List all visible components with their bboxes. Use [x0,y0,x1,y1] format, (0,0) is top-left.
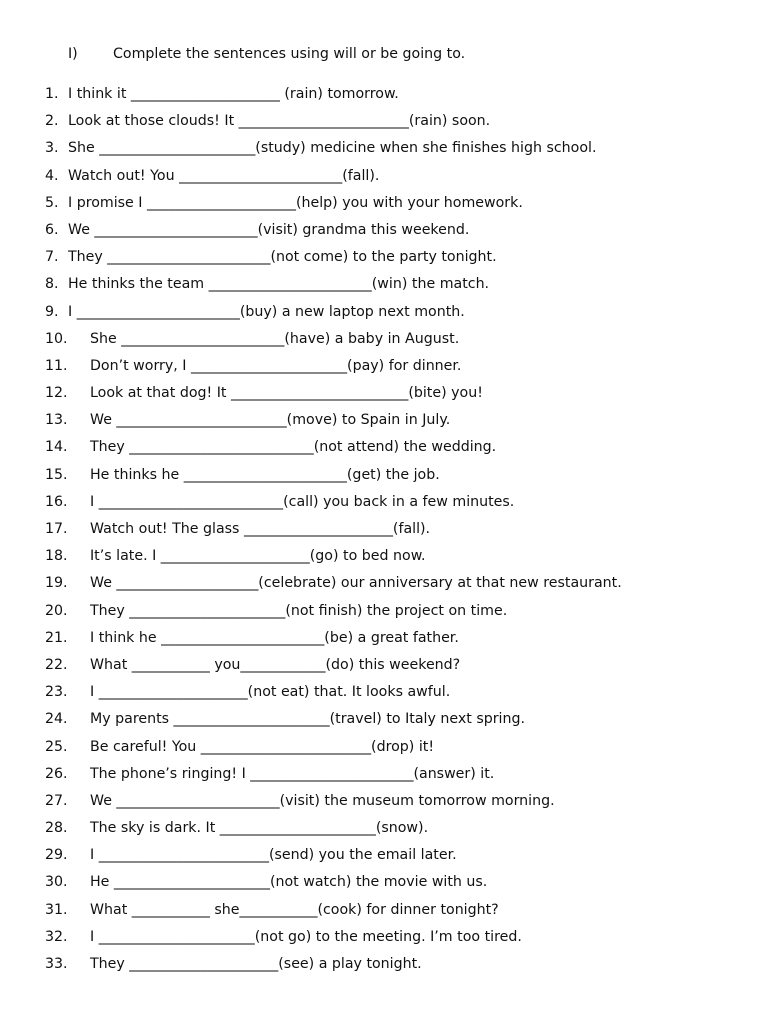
item-number: 7. [45,249,59,266]
item-number: 22. [45,656,68,673]
list-item [0,382,768,409]
item-number: 8. [45,276,59,293]
item-sentence: Look at that dog! It _________________________(bite) you! [90,385,483,402]
item-sentence: I __________________________(call) you back in a few minutes. [90,493,515,510]
item-sentence: They ______________________(not finish) the project on time. [90,602,508,619]
item-number: 4. [45,167,59,184]
item-number: 29. [45,847,68,864]
item-number: 5. [45,194,59,211]
item-number: 10. [45,330,68,347]
item-number: 30. [45,874,68,891]
list-item [0,436,768,463]
list-item [0,409,768,436]
item-number: 1. [45,86,59,102]
item-sentence: He thinks the team _______________________(win) the match. [68,276,490,293]
list-item [0,246,768,273]
list-item [0,301,768,328]
item-sentence: My parents ______________________(travel) to Italy next spring. [90,711,526,728]
item-sentence: They __________________________(not attend) the wedding. [90,439,497,456]
item-number: 13. [45,412,68,429]
list-item [0,654,768,681]
exercise-number: I) [68,46,78,62]
list-item [0,328,768,355]
item-number: 6. [45,221,59,238]
item-sentence: I _____________________(not eat) that. It looks awful. [90,684,451,701]
item-sentence: Look at those clouds! It ________________________(rain) soon. [68,113,491,130]
item-number: 2. [45,113,59,130]
item-sentence: I ________________________(send) you the email later. [90,847,457,864]
item-sentence: What ___________ you____________(do) this weekend? [90,656,461,673]
item-sentence: The phone’s ringing! I _______________________(answer) it. [90,765,495,782]
list-item [0,953,768,980]
list-item [0,708,768,735]
item-sentence: I think he _______________________(be) a great father. [90,629,459,646]
item-sentence: What ___________ she___________(cook) for dinner tonight? [90,901,499,918]
list-item [0,83,768,110]
list-item [0,790,768,817]
item-number: 31. [45,901,68,918]
list-item [0,518,768,545]
item-sentence: He ______________________(not watch) the movie with us. [90,874,488,891]
item-number: 33. [45,956,68,972]
exercise-instruction: Complete the sentences using will or be going to. [113,46,466,62]
list-item [0,137,768,164]
item-number: 11. [45,357,68,374]
item-sentence: They _____________________(see) a play tonight. [90,956,422,972]
list-item [0,165,768,192]
item-number: 23. [45,684,68,701]
item-sentence: I think it _____________________ (rain) tomorrow. [68,86,399,102]
item-number: 21. [45,629,68,646]
list-item [0,219,768,246]
item-number: 17. [45,521,68,537]
item-number: 26. [45,765,68,782]
list-item [0,871,768,898]
item-number: 14. [45,439,68,456]
item-number: 19. [45,575,68,592]
item-sentence: She ______________________(study) medicine when she finishes high school. [68,140,597,157]
list-item [0,545,768,572]
item-number: 25. [45,738,68,755]
item-number: 18. [45,548,68,565]
list-item [0,844,768,871]
list-item [0,572,768,599]
list-item [0,110,768,137]
list-item [0,817,768,844]
list-item [0,899,768,926]
item-number: 12. [45,385,68,402]
list-item [0,763,768,790]
list-item [0,600,768,627]
item-sentence: They _______________________(not come) to the party tonight. [68,249,497,266]
item-sentence: Watch out! You _______________________(fall). [68,167,380,184]
sentence-list [0,83,768,980]
list-item [0,736,768,763]
exercise-heading [68,44,465,64]
item-number: 20. [45,602,68,619]
list-item [0,627,768,654]
item-sentence: I ______________________(not go) to the meeting. I’m too tired. [90,928,522,945]
item-sentence: We _______________________(visit) the museum tomorrow morning. [90,792,555,809]
item-number: 9. [45,303,59,320]
item-number: 28. [45,820,68,837]
list-item [0,355,768,382]
item-sentence: She _______________________(have) a baby in August. [90,330,460,347]
item-sentence: I promise I _____________________(help) you with your homework. [68,194,523,211]
item-sentence: I _______________________(buy) a new laptop next month. [68,303,465,320]
list-item [0,192,768,219]
item-sentence: Watch out! The glass _____________________(fall). [90,521,431,537]
item-sentence: Be careful! You ________________________(drop) it! [90,738,435,755]
item-sentence: We _______________________(visit) grandma this weekend. [68,221,470,238]
item-number: 32. [45,928,68,945]
item-number: 27. [45,792,68,809]
item-number: 15. [45,466,68,483]
item-number: 3. [45,140,59,157]
item-sentence: We ________________________(move) to Spain in July. [90,412,451,429]
item-sentence: The sky is dark. It ______________________(snow). [90,820,429,837]
list-item [0,273,768,300]
list-item [0,464,768,491]
item-sentence: He thinks he _______________________(get) the job. [90,466,440,483]
item-number: 16. [45,493,68,510]
list-item [0,491,768,518]
item-sentence: We ____________________(celebrate) our anniversary at that new restaurant. [90,575,622,592]
item-sentence: It’s late. I _____________________(go) to bed now. [90,548,426,565]
item-sentence: Don’t worry, I ______________________(pay) for dinner. [90,357,462,374]
item-number: 24. [45,711,68,728]
list-item [0,681,768,708]
list-item [0,926,768,953]
